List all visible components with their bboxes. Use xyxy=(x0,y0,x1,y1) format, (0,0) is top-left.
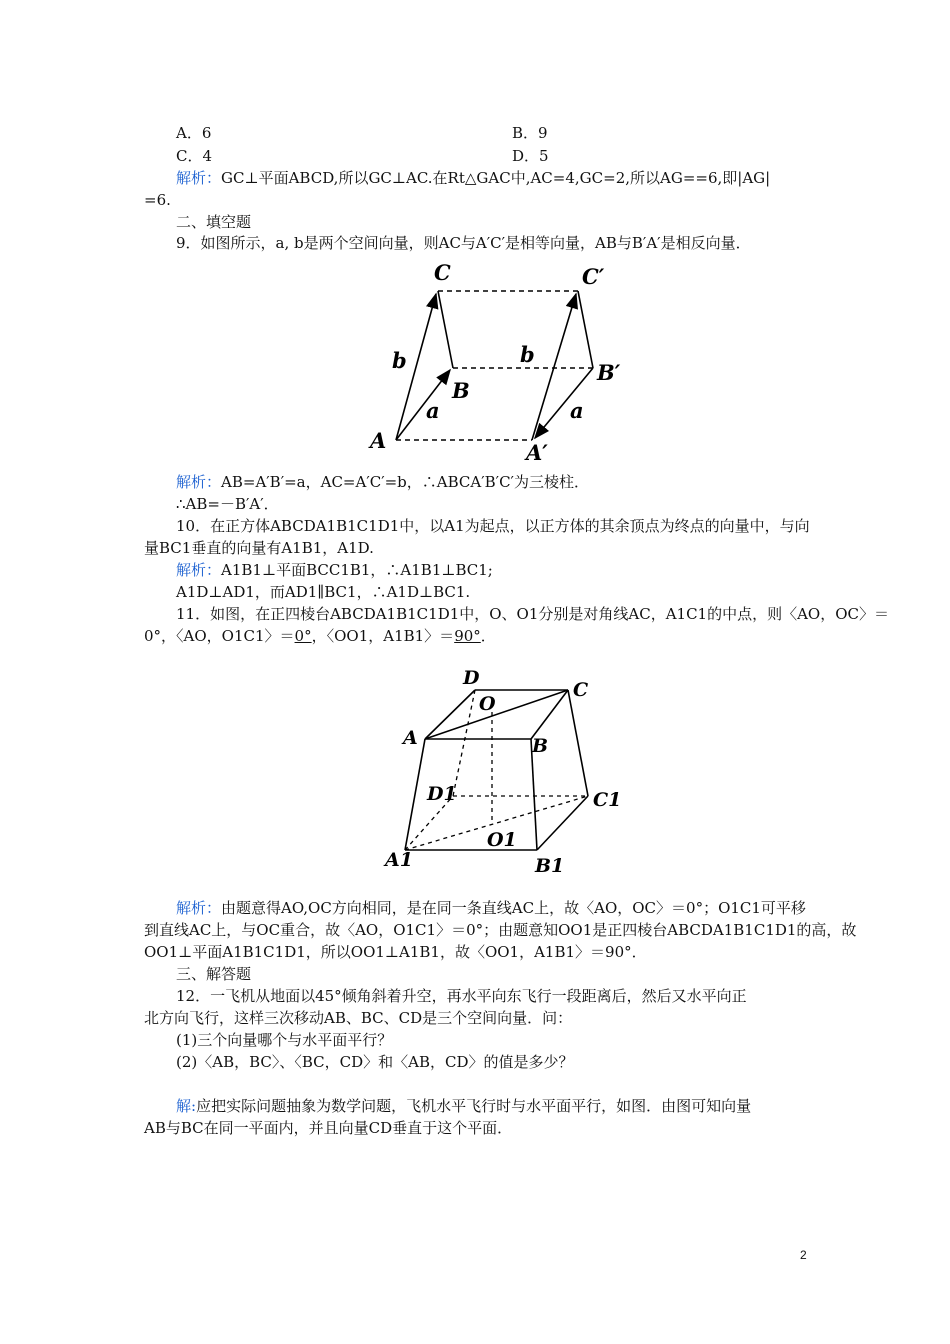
q10-line1: 10．在正方体ABCDA1B1C1D1中，以A1为起点，以正方体的其余顶点为终点的向量中，与向 xyxy=(176,517,810,535)
solution-text: AB=A′B′=a，AC=A′C′=b，∴ABCA′B′C′为三棱柱． xyxy=(221,473,589,491)
page-number: 2 xyxy=(800,1248,807,1262)
q12-solution-line1 xyxy=(176,1096,751,1116)
solution-label: 解析： xyxy=(176,169,222,187)
label-A1: A1 xyxy=(385,849,413,871)
label-A: A xyxy=(370,428,387,453)
edge-AA1 xyxy=(405,739,425,850)
label-A-prime: A′ xyxy=(526,440,548,465)
edge-CB xyxy=(438,291,453,368)
label-a-right: a xyxy=(570,398,584,423)
section-heading-fill: 二、填空题 xyxy=(176,213,252,231)
diagonal-AC xyxy=(425,690,568,739)
edge-CB xyxy=(531,690,568,739)
option-a: A．6 xyxy=(176,124,212,142)
q11-text-a: 0°，〈AO，O1C1〉＝ xyxy=(144,627,295,645)
q8-solution-line1 xyxy=(176,168,770,188)
label-C-prime: C′ xyxy=(582,264,605,289)
solution-label: 解: xyxy=(176,1097,197,1115)
label-B-prime: B′ xyxy=(597,360,621,385)
label-D1: D1 xyxy=(427,783,457,805)
q10-solution-line1 xyxy=(176,560,493,580)
label-B1: B1 xyxy=(535,855,565,877)
q11-line1: 11．如图，在正四棱台ABCDA1B1C1D1中，O、O1分别是对角线AC，A1C1的中点，则〈AO，OC〉＝ xyxy=(176,605,890,623)
solution-label: 解析： xyxy=(176,561,222,579)
q10-line2: 量BC1垂直的向量有A1B1，A1D. xyxy=(144,539,374,557)
q12-line2: 北方向飞行，这样三次移动AB、BC、CD是三个空间向量．问： xyxy=(144,1009,573,1027)
q12-line1: 12．一飞机从地面以45°倾角斜着升空，再水平向东飞行一段距离后，然后又水平向正 xyxy=(176,987,747,1005)
q11-solution-line2: 到直线AC上，与OC重合，故〈AO，O1C1〉＝0°；由题意知OO1是正四棱台ABCDA1B1C1D1的高，故 xyxy=(144,921,857,939)
label-A: A xyxy=(403,727,418,749)
q11-solution-line1 xyxy=(176,898,806,918)
solution-label: 解析： xyxy=(176,899,222,917)
q9-solution-line1 xyxy=(176,472,589,492)
q11-line2 xyxy=(144,626,496,646)
label-C: C xyxy=(434,260,451,285)
figure-frustum xyxy=(375,662,635,882)
edge-DD1 xyxy=(453,690,475,796)
q11-text-b: ，〈OO1，A1B1〉＝ xyxy=(311,627,455,645)
q10-solution-line2: A1D⊥AD1，而AD1∥BC1，∴A1D⊥BC1. xyxy=(176,583,471,601)
solution-text: 由题意得AO,OC方向相同，是在同一条直线AC上，故〈AO，OC〉＝0°；O1C1可平移 xyxy=(221,899,806,917)
edge-AD xyxy=(425,690,475,739)
label-b-left: b xyxy=(392,348,407,373)
q12-sub1: (1)三个向量哪个与水平面平行？ xyxy=(176,1031,393,1049)
label-B: B xyxy=(532,735,549,757)
solution-text: 应把实际问题抽象为数学问题，飞机水平飞行时与水平面平行，如图．由图可知向量 xyxy=(196,1097,752,1115)
option-b: B．9 xyxy=(512,124,548,142)
q11-fill2: 90° xyxy=(454,627,481,645)
q11-solution-line3: OO1⊥平面A1B1C1D1，所以OO1⊥A1B1，故〈OO1，A1B1〉＝90°． xyxy=(144,943,647,961)
label-C1: C1 xyxy=(593,789,622,811)
vector-a-left xyxy=(396,370,450,440)
q8-solution-line2: =6. xyxy=(144,191,171,209)
label-B: B xyxy=(452,378,470,403)
label-b-mid: b xyxy=(520,342,535,367)
label-a-left: a xyxy=(426,398,440,423)
solution-text: GC⊥平面ABCD,所以GC⊥AC.在Rt△GAC中,AC=4,GC=2,所以AG==6,即|AG| xyxy=(221,169,771,187)
option-c: C．4 xyxy=(176,147,213,165)
option-d: D．5 xyxy=(512,147,549,165)
solution-label: 解析： xyxy=(176,473,222,491)
figure-prism-vectors xyxy=(360,258,650,468)
label-D: D xyxy=(463,667,480,689)
label-O1: O1 xyxy=(487,829,517,851)
solution-text: A1B1⊥平面BCC1B1，∴A1B1⊥BC1; xyxy=(221,561,493,579)
label-O: O xyxy=(479,693,496,715)
edge-B1C1 xyxy=(537,796,588,850)
q12-solution-line2: AB与BC在同一平面内，并且向量CD垂直于这个平面． xyxy=(144,1119,513,1137)
edge-C1B1 xyxy=(578,291,593,368)
q12-sub2: (2)〈AB，BC〉、〈BC，CD〉和〈AB，CD〉的值是多少？ xyxy=(176,1053,574,1071)
q9-text: 9．如图所示，a, b是两个空间向量，则AC与A′C′是相等向量，AB与B′A′是相反向量． xyxy=(176,234,751,252)
label-C: C xyxy=(573,679,589,701)
q11-fill1: 0° xyxy=(294,627,312,645)
q11-text-c: ． xyxy=(480,627,496,645)
section-heading-answer: 三、解答题 xyxy=(176,965,252,983)
edge-CC1 xyxy=(568,690,588,796)
q9-solution-line2: ∴AB=－B′A′． xyxy=(176,495,279,513)
